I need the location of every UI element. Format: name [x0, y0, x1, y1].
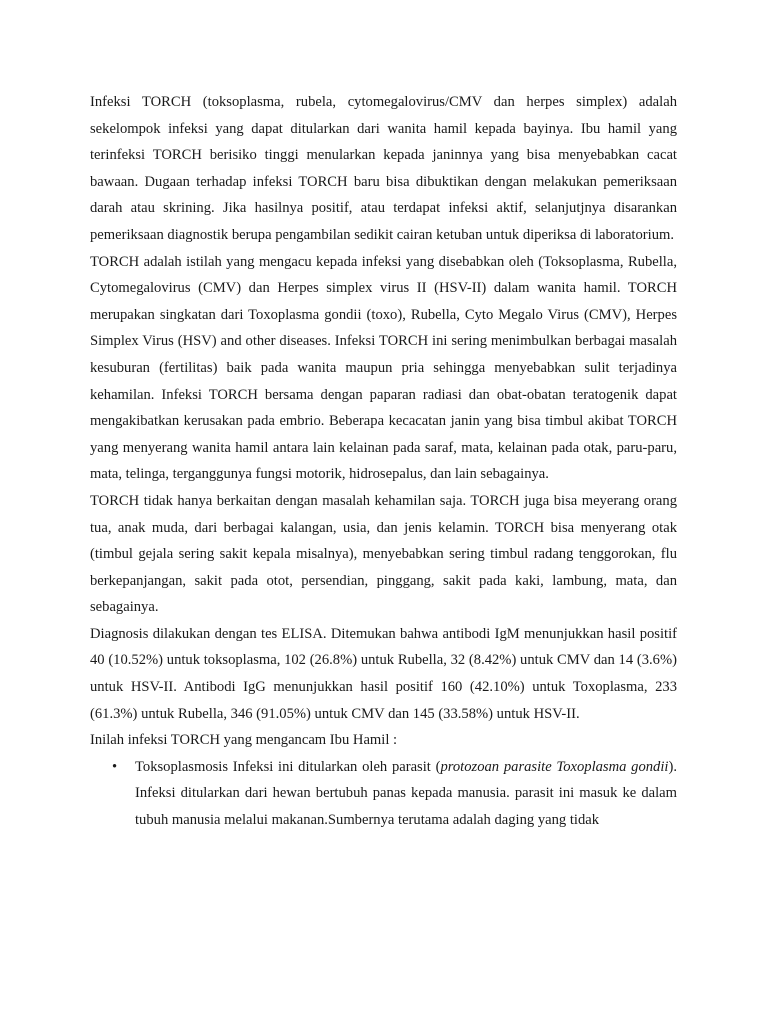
bullet-icon: • [112, 758, 118, 775]
paragraph-general-effects: TORCH tidak hanya berkaitan dengan masalah kehamilan saja. TORCH juga bisa meyerang orang tua, anak muda, dari berbagai kalangan, usia, dan jenis kelamin. TORCH bisa menyerang otak (timbul gejala sering sakit kepala misalnya), menyebabkan sering timbul radang tenggorokan, flu berkepanjangan, sakit pada otot, persendian, pinggang, sakit pada kaki, lambung, mata, dan sebagainya. [90, 492, 677, 616]
bullet-tail-text: ). Infeksi ditularkan dari hewan bertubuh panas kepada manusia. parasit ini masuk ke dalam tubuh manusia melalui makanan.Sumbernya terutama adalah daging yang tidak [135, 758, 677, 829]
document-page [90, 89, 677, 834]
list-item-toksoplasmosis [90, 754, 677, 834]
infection-list [90, 754, 677, 834]
paragraph-list-intro: Inilah infeksi TORCH yang mengancam Ibu Hamil : [90, 732, 398, 749]
bullet-italic-text: protozoan parasite Toxoplasma gondii [440, 758, 669, 775]
paragraph-diagnosis: Diagnosis dilakukan dengan tes ELISA. Ditemukan bahwa antibodi IgM menunjukkan hasil positif 40 (10.52%) untuk toksoplasma, 102 (26.8%) untuk Rubella, 32 (8.42%) untuk CMV dan 14 (3.6%) untuk HSV-II. Antibodi IgG menunjukkan hasil positif 160 (42.10%) untuk Toxoplasma, 233 (61.3%) untuk Rubella, 346 (91.05%) untuk CMV dan 145 (33.58%) untuk HSV-II. [90, 625, 677, 722]
bullet-lead-text: Toksoplasmosis Infeksi ini ditularkan oleh parasit ( [135, 758, 441, 775]
paragraph-definition: TORCH adalah istilah yang mengacu kepada infeksi yang disebabkan oleh (Toksoplasma, Rubella, Cytomegalovirus (CMV) dan Herpes simplex virus II (HSV-II) dalam wanita hamil. TORCH merupakan singkatan dari Toxoplasma gondii (toxo), Rubella, Cyto Megalo Virus (CMV), Herpes Simplex Virus (HSV) and other diseases. Infeksi TORCH ini sering menimbulkan berbagai masalah kesuburan (fertilitas) baik pada wanita maupun pria sehingga menyebabkan sulit terjadinya kehamilan. Infeksi TORCH bersama dengan paparan radiasi dan obat-obatan teratogenik dapat mengakibatkan kerusakan pada embrio. Beberapa kecacatan janin yang bisa timbul akibat TORCH yang menyerang wanita hamil antara lain kelainan pada saraf, mata, kelainan pada otak, paru-paru, mata, telinga, terganggunya fungsi motorik, hidrosepalus, dan lain sebagainya. [90, 253, 677, 483]
paragraph-intro: Infeksi TORCH (toksoplasma, rubela, cytomegalovirus/CMV dan herpes simplex) adalah sekelompok infeksi yang dapat ditularkan dari wanita hamil kepada bayinya. Ibu hamil yang terinfeksi TORCH berisiko tinggi menularkan kepada janinnya yang bisa menyebabkan cacat bawaan. Dugaan terhadap infeksi TORCH baru bisa dibuktikan dengan melakukan pemeriksaan darah atau skrining. Jika hasilnya positif, atau terdapat infeksi aktif, selanjutjnya disarankan pemeriksaan diagnostik berupa pengambilan sedikit cairan ketuban untuk diperiksa di laboratorium. [90, 94, 677, 243]
